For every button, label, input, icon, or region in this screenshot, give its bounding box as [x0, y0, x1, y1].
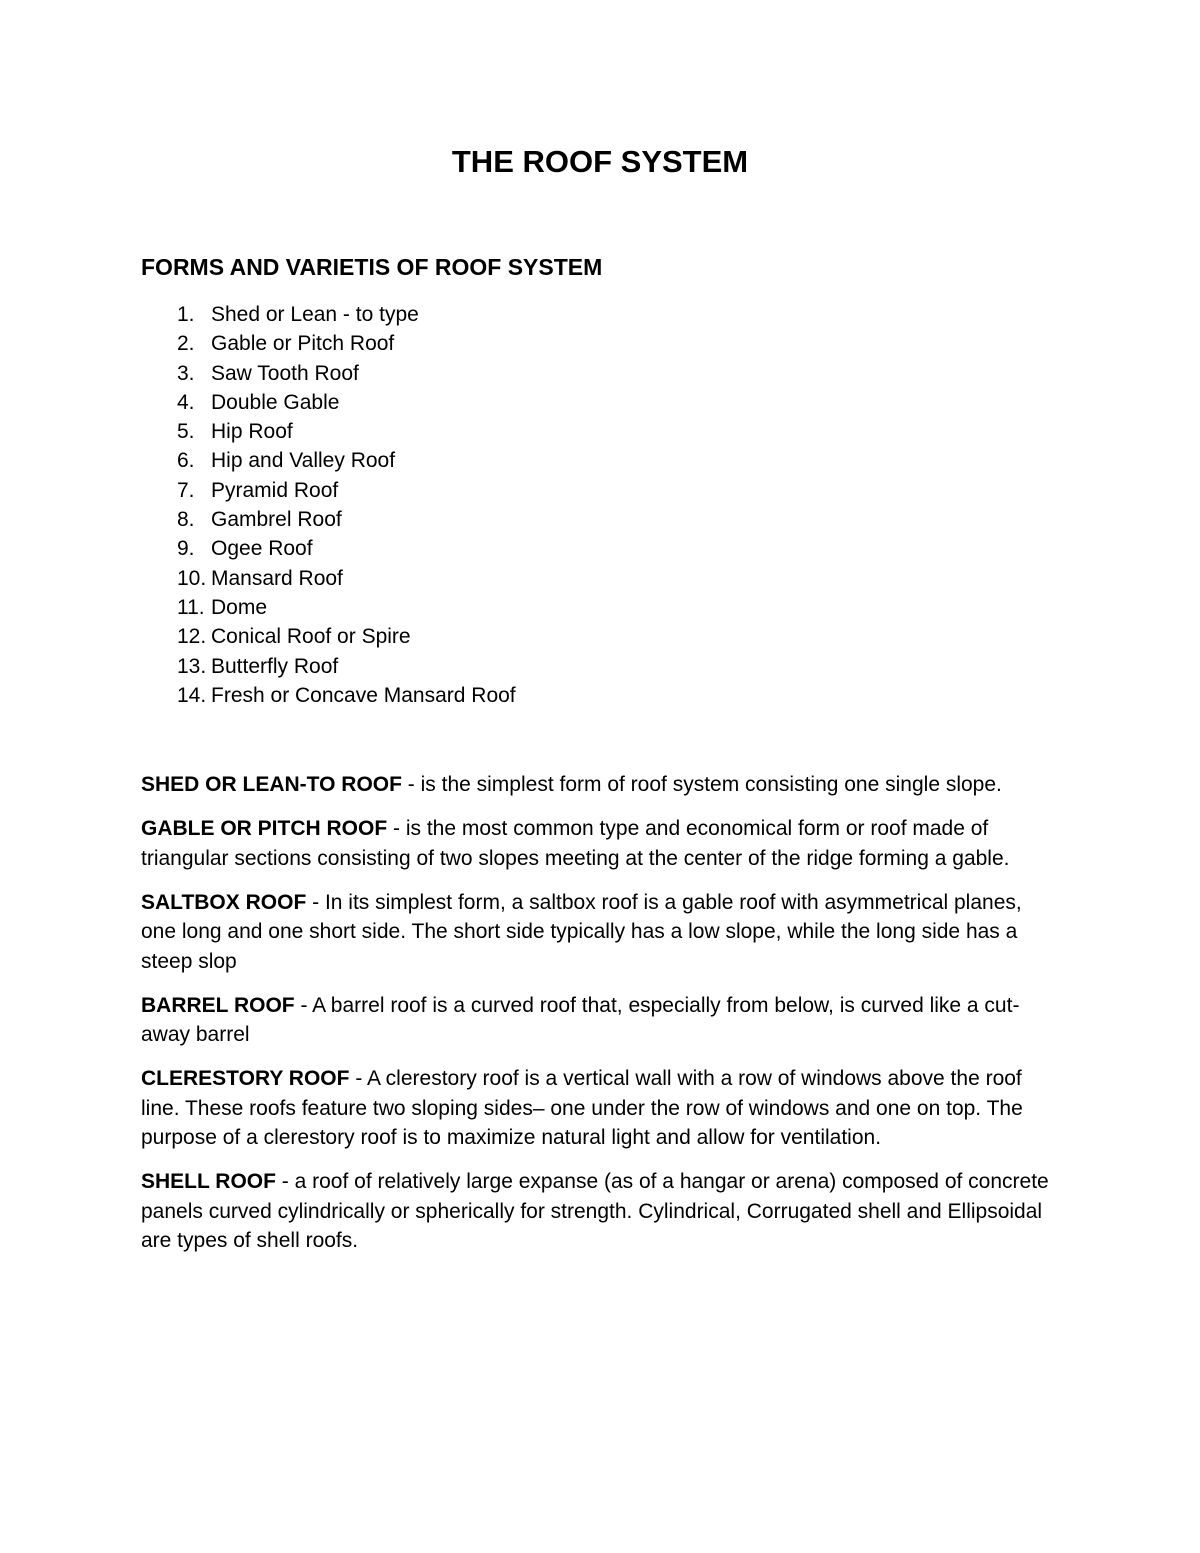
definitions-section [141, 770, 1061, 1270]
list-item [141, 593, 516, 622]
list-item-label: Dome [211, 595, 268, 619]
section-heading: FORMS AND VARIETIS OF ROOF SYSTEM [141, 254, 603, 280]
list-item [141, 622, 516, 651]
list-item [141, 300, 516, 329]
list-item-number: 8. [177, 508, 195, 532]
list-item-label: Hip and Valley Roof [211, 449, 396, 473]
list-item-number: 3. [177, 361, 195, 385]
list-item-number: 13. [177, 654, 207, 678]
list-item [141, 329, 516, 358]
definition-shed-roof [141, 770, 1061, 800]
list-item [141, 359, 516, 388]
list-item-number: 2. [177, 332, 195, 356]
definition-term: SHED OR LEAN-TO ROOF [141, 773, 402, 796]
definition-clerestory-roof [141, 1064, 1061, 1153]
list-item [141, 446, 516, 475]
definition-term: SHELL ROOF [141, 1170, 276, 1193]
list-item [141, 681, 516, 710]
list-item-label: Double Gable [211, 390, 340, 414]
list-item-number: 6. [177, 449, 195, 473]
definition-term: SALTBOX ROOF [141, 890, 307, 914]
list-item-label: Saw Tooth Roof [211, 361, 359, 385]
list-item-label: Fresh or Concave Mansard Roof [211, 683, 516, 707]
definition-barrel-roof [141, 991, 1061, 1050]
list-item-label: Hip Roof [211, 420, 293, 444]
list-item-label: Gambrel Roof [211, 508, 342, 532]
list-item [141, 417, 516, 446]
definition-shell-roof [141, 1167, 1061, 1256]
list-item-number: 10. [177, 566, 207, 590]
list-item-label: Mansard Roof [211, 566, 343, 590]
definition-term: BARREL ROOF [141, 993, 295, 1017]
list-item [141, 652, 516, 681]
definition-term: GABLE OR PITCH ROOF [141, 817, 388, 840]
list-item-label: Shed or Lean - to type [211, 303, 419, 326]
definition-text: - A barrel roof is a curved roof that, especially from below, is curved like a cut-away barrel [141, 993, 1020, 1046]
definition-text: - A clerestory roof is a vertical wall with a row of windows above the roof line. These roofs feature two sloping sides– one under the row of windows and one on top. The purpose of a clerestory roof is to maximize natural light and allow for ventilation. [141, 1067, 1023, 1149]
list-item-number: 14. [177, 683, 207, 707]
list-item-number: 11. [177, 595, 205, 619]
list-item-label: Conical Roof or Spire [211, 625, 411, 649]
list-item-number: 9. [177, 537, 195, 561]
page-title: THE ROOF SYSTEM [451, 144, 749, 179]
definition-text: - is the most common type and economical form or roof made of triangular sections consisting of two slopes meeting at the center of the ridge forming a gable. [141, 817, 1010, 870]
list-item [141, 505, 516, 534]
definition-term: CLERESTORY ROOF [141, 1067, 350, 1090]
definition-text: - In its simplest form, a saltbox roof is a gable roof with asymmetrical planes, one long and one short side. The short side typically has a low slope, while the long side has a steep slop [141, 890, 1022, 973]
roof-types-list [141, 300, 516, 710]
list-item-label: Gable or Pitch Roof [211, 332, 395, 356]
definition-text: - is the simplest form of roof system consisting one single slope. [401, 773, 1002, 796]
definition-gable-roof [141, 814, 1061, 873]
definition-text: - a roof of relatively large expanse (as of a hangar or arena) composed of concrete panels curved cylindrically or spherically for strength. Cylindrical, Corrugated shell and Ellipsoidal are types of shell roofs. [141, 1170, 1049, 1252]
list-item-label: Butterfly Roof [211, 654, 339, 678]
list-item [141, 388, 516, 417]
list-item-label: Pyramid Roof [211, 478, 339, 502]
list-item-number: 1. [177, 303, 195, 326]
definition-saltbox-roof [141, 888, 1061, 977]
list-item-label: Ogee Roof [211, 537, 313, 561]
list-item-number: 5. [177, 420, 195, 444]
list-item [141, 476, 516, 505]
list-item-number: 12. [177, 625, 207, 649]
list-item [141, 564, 516, 593]
list-item [141, 534, 516, 563]
list-item-number: 7. [177, 478, 195, 502]
list-item-number: 4. [177, 390, 195, 414]
